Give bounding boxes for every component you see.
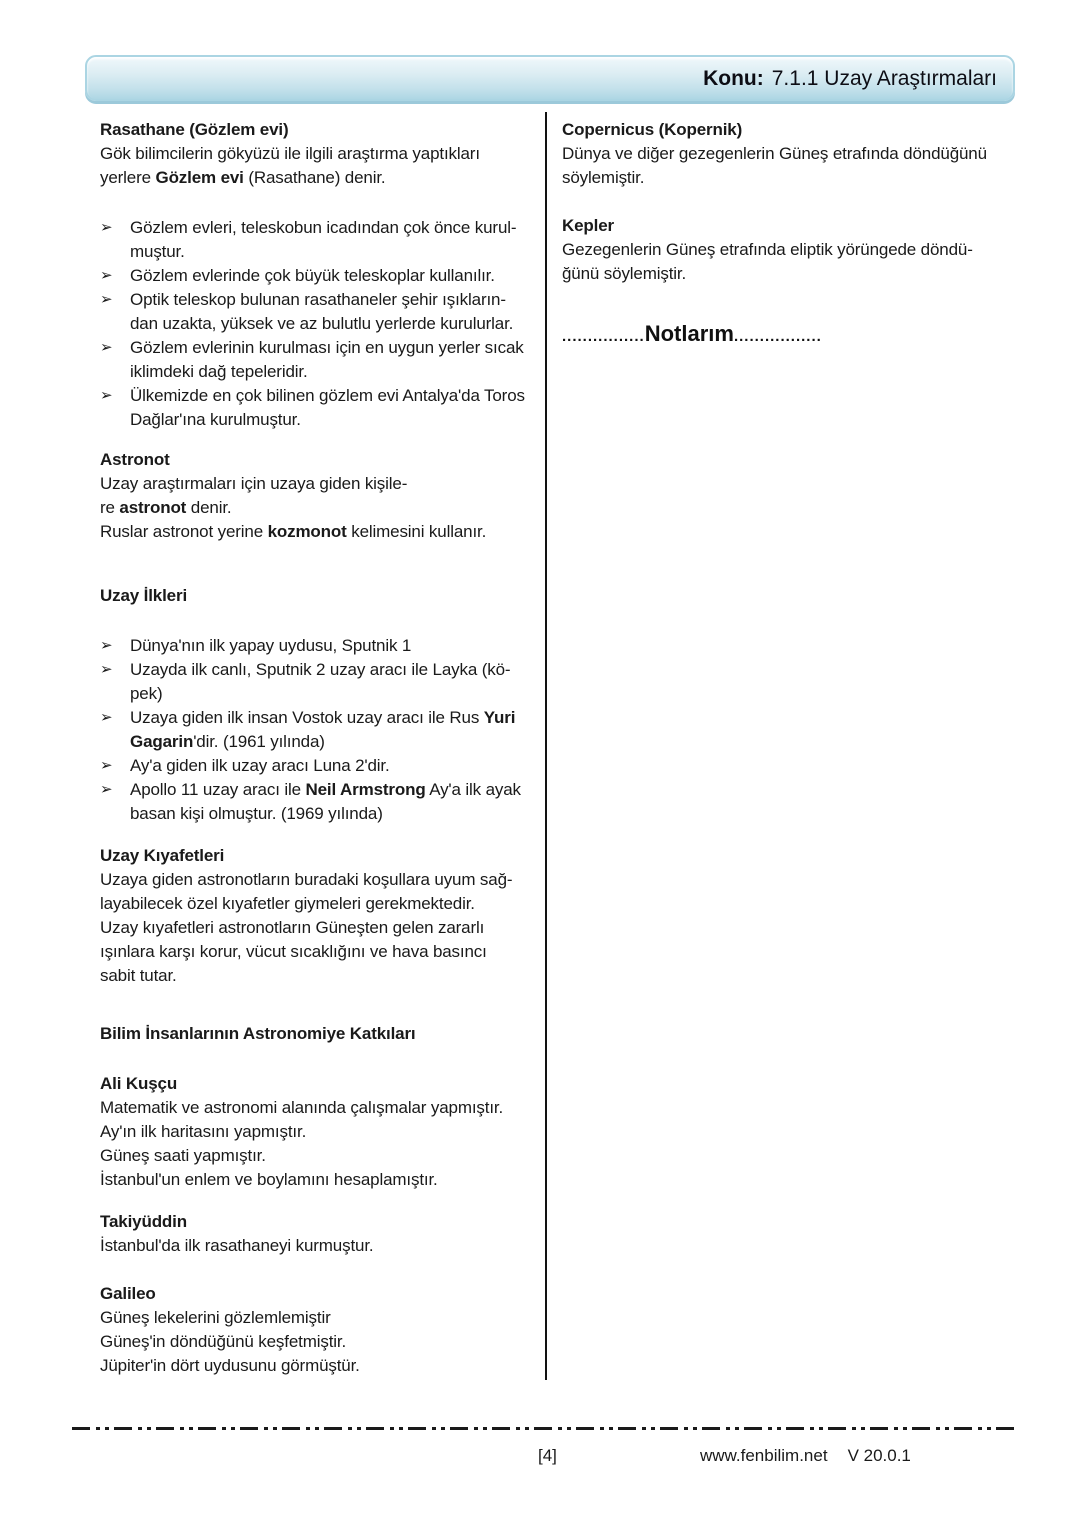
- text-line: Gözlem evlerinin kurulması için en uygun yerler sıcak: [130, 338, 524, 357]
- text-line: Uzayda ilk canlı, Sputnik 2 uzay aracı ile Layka (kö-: [130, 660, 511, 679]
- text-line: Jüpiter'in dört uydusunu görmüştür.: [100, 1356, 360, 1375]
- text-line: pek): [130, 684, 163, 703]
- text-line: Ülkemizde en çok bilinen gözlem evi Antalya'da Toros: [130, 386, 525, 405]
- text-line: [130, 778, 545, 802]
- text-segment: re: [100, 498, 120, 517]
- column-divider: [545, 112, 547, 1380]
- list-item: [100, 336, 545, 384]
- text-line: Ay'ın ilk haritasını yapmıştır.: [100, 1122, 307, 1141]
- topic-title: 7.1.1 Uzay Araştırmaları: [771, 66, 997, 90]
- arrow-bullet-icon: ➢: [100, 339, 113, 356]
- text-segment: Ay'a ilk ayak: [425, 780, 521, 799]
- text-line: Uzay kıyafetleri astronotların Güneşten gelen zararlı: [100, 918, 485, 937]
- text-line: Optik teleskop bulunan rasathaneler şehir ışıkların-: [130, 290, 506, 309]
- text-segment-bold: Neil Armstrong: [305, 780, 426, 799]
- section-title-uzay-kiyafetleri: Uzay Kıyafetleri: [100, 846, 225, 865]
- section-title-kepler: Kepler: [562, 216, 615, 235]
- section-title-bilim-insanlari: Bilim İnsanlarının Astronomiye Katkıları: [100, 1024, 416, 1043]
- text-line: Dağlar'ına kurulmuştur.: [130, 410, 301, 429]
- topic-label: Konu:: [703, 66, 764, 90]
- notes-heading: [562, 322, 1015, 349]
- dots-left: ................: [562, 328, 645, 345]
- site-url: www.fenbilim.net: [700, 1446, 828, 1465]
- text-segment-bold: Gagarin: [130, 732, 194, 751]
- list-item: [100, 706, 545, 754]
- text-segment: kelimesini kullanır.: [346, 522, 487, 541]
- text-line: iklimdeki dağ tepeleridir.: [130, 362, 308, 381]
- text-line: İstanbul'da ilk rasathaneyi kurmuştur.: [100, 1236, 374, 1255]
- notes-label: Notlarım: [644, 321, 734, 346]
- page-number: [4]: [538, 1446, 557, 1465]
- section-title-takiyuddin: Takiyüddin: [100, 1212, 187, 1231]
- text-line: layabilecek özel kıyafetler giymeleri gerekmektedir.: [100, 894, 475, 913]
- text-line: Gök bilimcilerin gökyüzü ile ilgili araştırma yaptıkları: [100, 144, 480, 163]
- text-line: Uzaya giden astronotların buradaki koşullara uyum sağ-: [100, 870, 513, 889]
- text-line: [130, 730, 545, 754]
- list-item: [100, 288, 545, 336]
- text-line: Gözlem evleri, teleskobun icadından çok önce kurul-: [130, 218, 517, 237]
- section-title-copernicus: Copernicus (Kopernik): [562, 120, 743, 139]
- text-line: Gezegenlerin Güneş etrafında eliptik yörüngede döndü-: [562, 240, 973, 259]
- text-line: Güneş'in döndüğünü keşfetmiştir.: [100, 1332, 347, 1351]
- text-line: ğünü söylemiştir.: [562, 264, 687, 283]
- list-item: [100, 658, 545, 706]
- arrow-bullet-icon: ➢: [100, 291, 113, 308]
- text-segment-bold: astronot: [119, 498, 187, 517]
- section-title-galileo: Galileo: [100, 1284, 156, 1303]
- arrow-bullet-icon: ➢: [100, 387, 113, 404]
- text-segment-bold: kozmonot: [267, 522, 347, 541]
- text-line: Uzay araştırmaları için uzaya giden kişile-: [100, 474, 408, 493]
- list-item: [100, 384, 545, 432]
- arrow-bullet-icon: ➢: [100, 709, 113, 726]
- text-line: [100, 520, 545, 544]
- right-column: [562, 112, 1015, 349]
- text-line: Matematik ve astronomi alanında çalışmalar yapmıştır.: [100, 1098, 504, 1117]
- text-segment: Ruslar astronot yerine: [100, 522, 268, 541]
- text-line: sabit tutar.: [100, 966, 177, 985]
- list-item: [100, 264, 545, 288]
- text-line: muştur.: [130, 242, 185, 261]
- arrow-bullet-icon: ➢: [100, 267, 113, 284]
- text-segment-bold: Yuri: [483, 708, 516, 727]
- text-line: basan kişi olmuştur. (1969 yılında): [130, 804, 383, 823]
- text-line: Dünya'nın ilk yapay uydusu, Sputnik 1: [130, 636, 412, 655]
- topic-banner: [85, 55, 1015, 101]
- text-line: ışınlara karşı korur, vücut sıcaklığını ve hava basıncı: [100, 942, 487, 961]
- section-title-uzay-ilkleri: Uzay İlkleri: [100, 586, 188, 605]
- arrow-bullet-icon: ➢: [100, 757, 113, 774]
- text-line: [100, 166, 545, 190]
- dots-right: .................: [733, 328, 822, 345]
- section-title-astronot: Astronot: [100, 450, 170, 469]
- text-line: Ay'a giden ilk uzay aracı Luna 2'dir.: [130, 756, 390, 775]
- text-segment: yerlere: [100, 168, 156, 187]
- section-title-ali-kuscu: Ali Kuşçu: [100, 1074, 178, 1093]
- list-item: [100, 216, 545, 264]
- list-item: [100, 634, 545, 658]
- text-line: [100, 496, 545, 520]
- section-title-rasathane: Rasathane (Gözlem evi): [100, 120, 289, 139]
- text-line: Gözlem evlerinde çok büyük teleskoplar kullanılır.: [130, 266, 495, 285]
- list-item: [100, 778, 545, 826]
- footer-info: [700, 1446, 911, 1466]
- text-line: dan uzakta, yüksek ve az bulutlu yerlerde kurulurlar.: [130, 314, 514, 333]
- text-line: Güneş lekelerini gözlemlemiştir: [100, 1308, 331, 1327]
- text-line: Güneş saati yapmıştır.: [100, 1146, 266, 1165]
- text-segment: Apollo 11 uzay aracı ile: [130, 780, 306, 799]
- text-line: Dünya ve diğer gezegenlerin Güneş etrafında döndüğünü: [562, 144, 987, 163]
- left-column: [100, 112, 545, 1378]
- text-segment: denir.: [186, 498, 232, 517]
- text-line: İstanbul'un enlem ve boylamını hesaplamıştır.: [100, 1170, 438, 1189]
- arrow-bullet-icon: ➢: [100, 661, 113, 678]
- arrow-bullet-icon: ➢: [100, 219, 113, 236]
- list-item: [100, 754, 545, 778]
- arrow-bullet-icon: ➢: [100, 781, 113, 798]
- footer-divider: [72, 1427, 1020, 1430]
- version-label: V 20.0.1: [847, 1446, 911, 1465]
- text-segment-bold: Gözlem evi: [155, 168, 244, 187]
- arrow-bullet-icon: ➢: [100, 637, 113, 654]
- text-segment: (Rasathane) denir.: [243, 168, 386, 187]
- text-line: söylemiştir.: [562, 168, 645, 187]
- text-line: [130, 706, 545, 730]
- text-segment: 'dir. (1961 yılında): [193, 732, 325, 751]
- text-segment: Uzaya giden ilk insan Vostok uzay aracı ile Rus: [130, 708, 484, 727]
